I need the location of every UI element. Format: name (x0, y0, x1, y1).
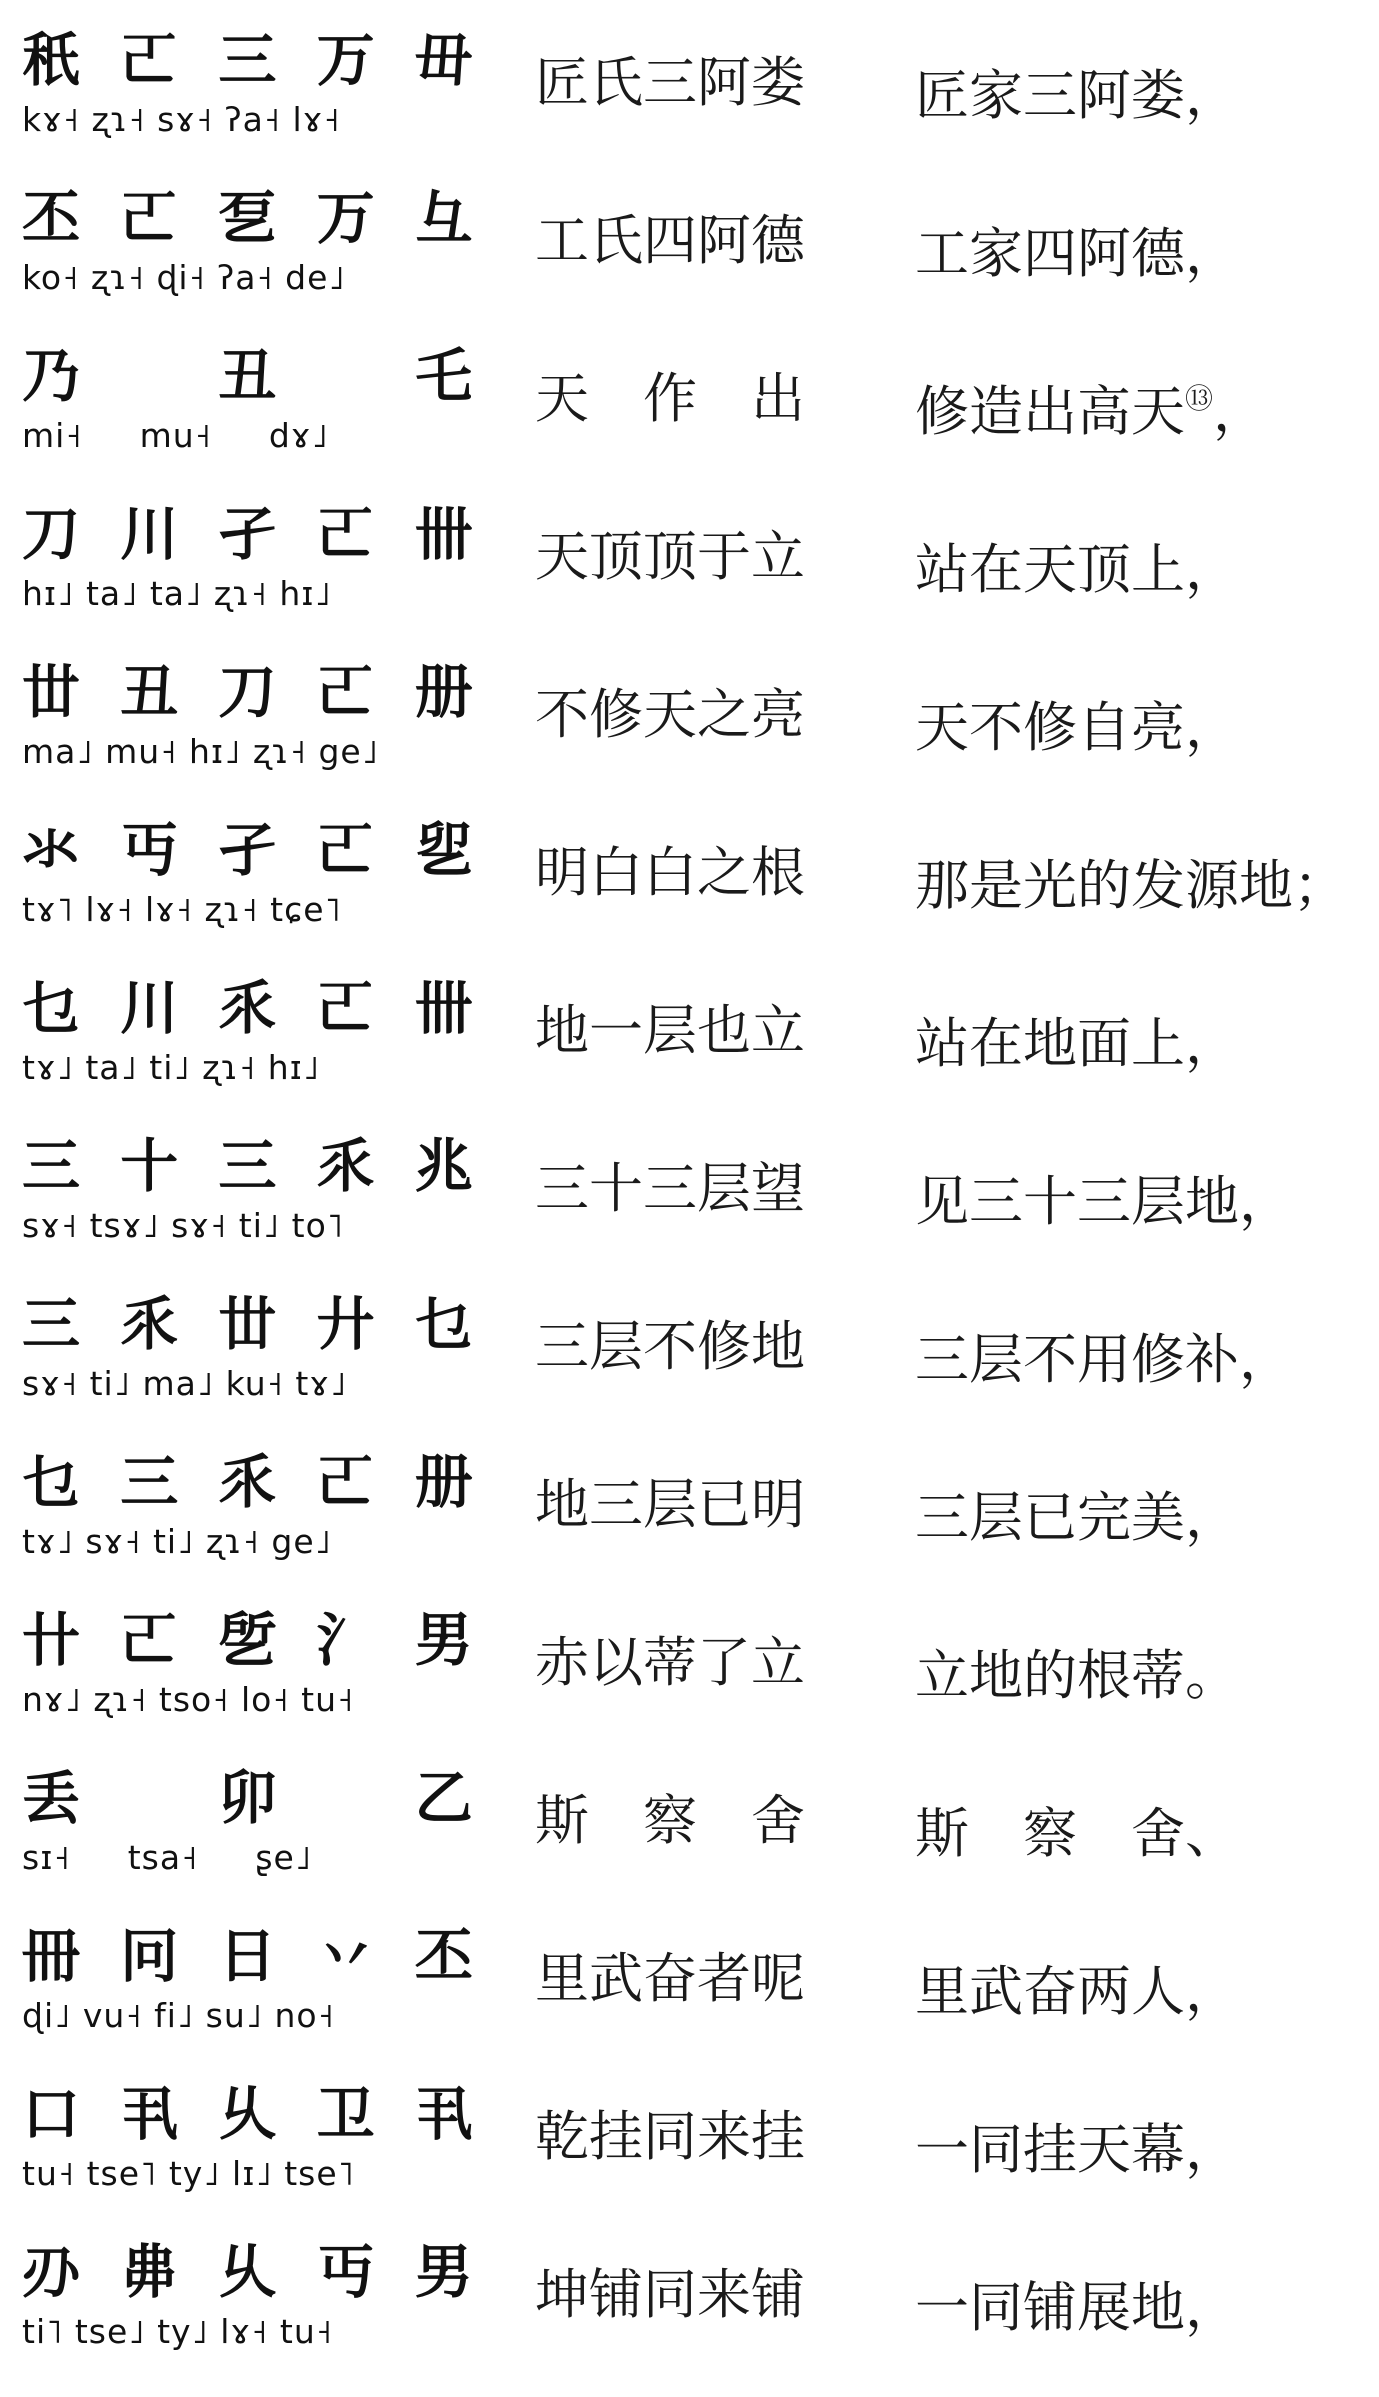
free-translation (915, 838, 1375, 917)
translation-comma: ， (1213, 380, 1268, 443)
free-translation (915, 1470, 1375, 1549)
verse-row-1 (0, 8, 1379, 166)
free-translation (915, 1628, 1375, 1707)
ipa-transcription: tɤ˩ ta˩ ti˩ ʐɿ˧ hɪ˩ (22, 1048, 321, 1087)
translation-text: 那是光的发源地； (915, 854, 1347, 917)
word-gloss: 天顶顶于立 (535, 525, 805, 588)
verse-row-13 (0, 1904, 1379, 2062)
verse-row-2 (0, 166, 1379, 324)
dongba-glyphs: 冊 冋 日 丷 丕 (22, 1922, 483, 1990)
word-gloss: 明白白之根 (535, 841, 805, 904)
translation-text: 站在天顶上， (915, 538, 1239, 601)
word-gloss: 赤以蒂了立 (535, 1631, 805, 1694)
dongba-glyphs: 秖 𠀀 三 万 毌 (22, 26, 483, 94)
word-gloss: 三层不修地 (535, 1315, 805, 1378)
dongba-glyphs: 乜 川 乑 𠀀 卌 (22, 974, 483, 1042)
word-gloss: 工氏四阿德 (535, 209, 805, 272)
word-gloss: 斯 察 舍 (535, 1789, 805, 1852)
verse-row-3 (0, 324, 1379, 482)
dongba-glyphs: 乃 丑 乇 (22, 342, 483, 410)
verse-row-11 (0, 1588, 1379, 1746)
verse-row-14 (0, 2062, 1379, 2220)
ipa-transcription: sɪ˧ tsa˧ ʂe˩ (22, 1838, 313, 1877)
dongba-glyphs: 丕 𠀀 乭 万 彑 (22, 184, 483, 252)
free-translation (915, 1312, 1375, 1391)
ipa-transcription: tu˧ tse˥ ty˩ lɪ˩ tse˥ (22, 2154, 355, 2193)
ipa-transcription: ma˩ mu˧ hɪ˩ ʐɿ˧ ge˩ (22, 732, 380, 771)
word-gloss: 匠氏三阿娄 (535, 51, 805, 114)
word-gloss: 地一层也立 (535, 999, 805, 1062)
dongba-glyphs: 卄 𠀀 乺 氵 男 (22, 1606, 483, 1674)
translation-text: 斯 察 舍、 (915, 1802, 1239, 1865)
ipa-transcription: hɪ˩ ta˩ ta˩ ʐɿ˧ hɪ˩ (22, 574, 332, 613)
ipa-transcription: ko˧ ʐɿ˧ ɖi˧ ʔa˧ de˩ (22, 258, 346, 297)
ipa-transcription: ɖi˩ vu˧ fi˩ su˩ no˧ (22, 1996, 335, 2035)
translation-text: 里武奋两人， (915, 1960, 1239, 2023)
translation-text: 一同铺展地， (915, 2276, 1239, 2339)
translation-text: 站在地面上， (915, 1012, 1239, 1075)
dongba-glyphs: 刅 丳 乆 丏 男 (22, 2238, 483, 2306)
verse-row-4 (0, 482, 1379, 640)
dongba-glyphs: 丢 卯 乙 (22, 1764, 483, 1832)
footnote-marker: ⑬ (1185, 382, 1214, 415)
free-translation (915, 680, 1375, 759)
word-gloss: 不修天之亮 (535, 683, 805, 746)
free-translation (915, 1786, 1375, 1865)
dongba-glyphs: 三 十 三 乑 兆 (22, 1132, 483, 1200)
ipa-transcription: sɤ˧ tsɤ˩ sɤ˧ ti˩ to˥ (22, 1206, 345, 1245)
word-gloss: 乾挂同来挂 (535, 2105, 805, 2168)
word-gloss: 里武奋者呢 (535, 1947, 805, 2010)
verse-row-9 (0, 1272, 1379, 1430)
free-translation (915, 364, 1375, 443)
word-gloss: 地三层已明 (535, 1473, 805, 1536)
dongba-glyphs: 丗 丑 刀 𠀀 册 (22, 658, 483, 726)
translation-text: 修造出高天 (915, 380, 1185, 443)
translation-text: 工家四阿德， (915, 222, 1239, 285)
ipa-transcription: tɤ˩ sɤ˧ ti˩ ʐɿ˧ ge˩ (22, 1522, 332, 1561)
verse-row-15 (0, 2220, 1379, 2378)
ipa-transcription: ti˥ tse˩ ty˩ lɤ˧ tu˧ (22, 2312, 334, 2351)
dongba-glyphs: 口 丮 乆 卫 丮 (22, 2080, 483, 2148)
translation-text: 三层不用修补， (915, 1328, 1293, 1391)
translation-text: 见三十三层地， (915, 1170, 1293, 1233)
verse-row-12 (0, 1746, 1379, 1904)
translation-text: 立地的根蒂。 (915, 1644, 1239, 1707)
ipa-transcription: kɤ˧ ʐɿ˧ sɤ˧ ʔa˧ lɤ˧ (22, 100, 341, 139)
verse-row-6 (0, 798, 1379, 956)
free-translation (915, 206, 1375, 285)
verse-row-7 (0, 956, 1379, 1114)
translation-text: 天不修自亮， (915, 696, 1239, 759)
verse-row-5 (0, 640, 1379, 798)
free-translation (915, 1154, 1375, 1233)
word-gloss: 坤铺同来铺 (535, 2263, 805, 2326)
free-translation (915, 522, 1375, 601)
ipa-transcription: tɤ˥ lɤ˧ lɤ˧ ʐɿ˧ tɕe˥ (22, 890, 342, 929)
free-translation (915, 996, 1375, 1075)
word-gloss: 三十三层望 (535, 1157, 805, 1220)
free-translation (915, 48, 1375, 127)
translation-text: 一同挂天幕， (915, 2118, 1239, 2181)
ipa-transcription: nɤ˩ ʐɿ˧ tso˧ lo˧ tu˧ (22, 1680, 355, 1719)
verse-row-8 (0, 1114, 1379, 1272)
dongba-glyphs: 三 乑 丗 廾 乜 (22, 1290, 483, 1358)
ipa-transcription: sɤ˧ ti˩ ma˩ ku˧ tɤ˩ (22, 1364, 348, 1403)
translation-text: 匠家三阿娄， (915, 64, 1239, 127)
dongba-glyphs: 乜 三 乑 𠀀 册 (22, 1448, 483, 1516)
free-translation (915, 2102, 1375, 2181)
dongba-glyphs: 氺 丏 孑 𠀀 乮 (22, 816, 483, 884)
free-translation (915, 1944, 1375, 2023)
ipa-transcription: mi˧ mu˧ dɤ˩ (22, 416, 329, 455)
translation-text: 三层已完美， (915, 1486, 1239, 1549)
word-gloss: 天 作 出 (535, 367, 805, 430)
dongba-glyphs: 刀 川 孑 𠀀 卌 (22, 500, 483, 568)
free-translation (915, 2260, 1375, 2339)
verse-row-10 (0, 1430, 1379, 1588)
